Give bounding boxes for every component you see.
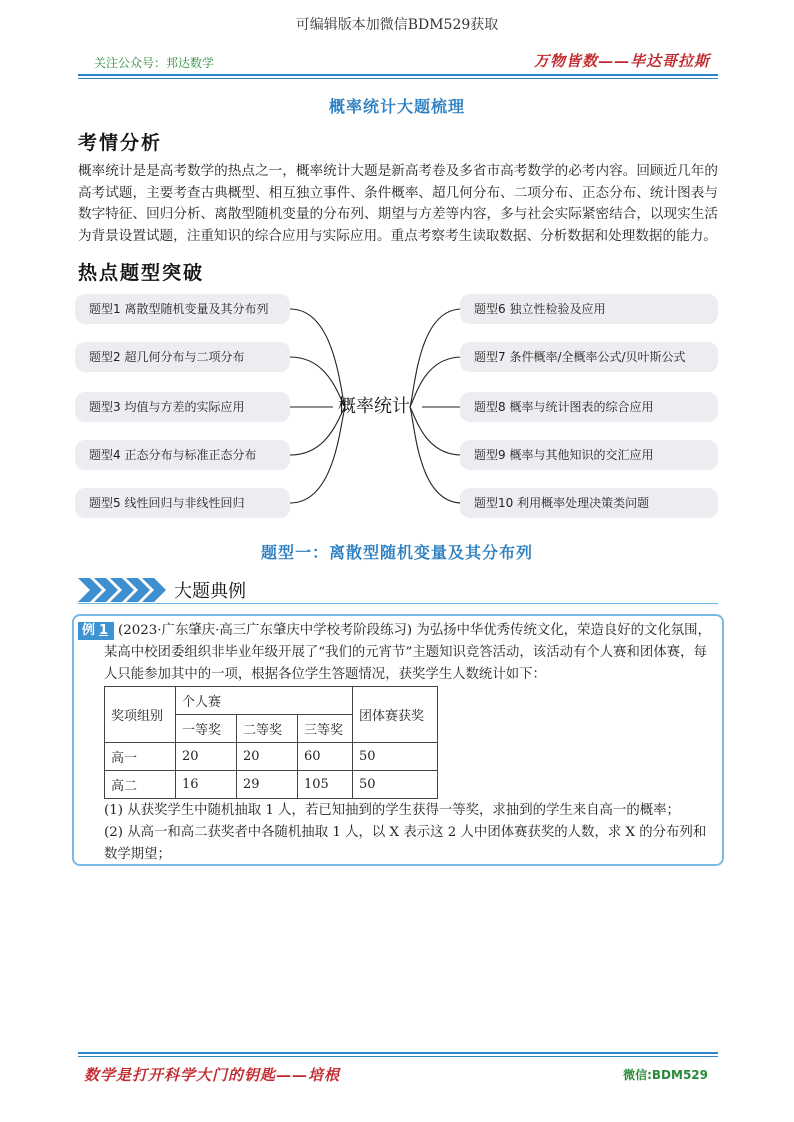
table-header-individual: 个人赛 — [176, 687, 353, 715]
top-watermark: 可编辑版本加微信BDM529获取 — [295, 17, 499, 33]
header-left-label: 关注公众号：邦达数学 — [94, 56, 215, 70]
table-row-label: 高二 — [105, 771, 176, 799]
table-subheader-cell: 二等奖 — [237, 715, 298, 743]
mind-map-item-type4: 题型4 正态分布与标准正态分布 — [75, 440, 290, 470]
mind-map-item-type1: 题型1 离散型随机变量及其分布列 — [75, 294, 290, 324]
table-cell: 16 — [176, 771, 237, 799]
example-stem-text: (2023·广东肇庆·高三广东肇庆中学校考阶段练习) 为弘扬中华优秀传统文化，荣造良好的文化氛围，某高中校团委组织非毕业年级开展了“我们的元宵节”主题知识竞答活动，该活动有个人赛和团体赛，每人只能参加其中的一项，根据各位学生答题情况，获奖学生人数统计如下： — [104, 623, 711, 682]
header-rule-thin — [78, 78, 718, 79]
table-subheader-cell: 一等奖 — [176, 715, 237, 743]
question-2: (2) 从高一和高二获奖者中各随机抽取 1 人，以 X 表示这 2 人中团体赛获奖的人数，求 X 的分布列和数学期望； — [104, 825, 707, 862]
footer-rule — [78, 1052, 718, 1054]
table-subheader-cell: 三等奖 — [298, 715, 353, 743]
table-header-team: 团体赛获奖 — [353, 687, 438, 743]
mind-map-item-type10: 题型10 利用概率处理决策类问题 — [460, 488, 718, 518]
mind-map-item-type8: 题型8 概率与统计图表的综合应用 — [460, 392, 718, 422]
footer-motto: 数学是打开科学大门的钥匙——培根 — [84, 1066, 341, 1084]
question-1: (1) 从获奖学生中随机抽取 1 人，若已知抽到的学生获得一等奖，求抽到的学生来自高一的概率； — [104, 803, 680, 818]
document-title: 概率统计大题梳理 — [328, 97, 465, 116]
banner-label: 大题典例 — [174, 581, 246, 602]
footer-rule-thin — [78, 1056, 718, 1057]
hot-types-heading: 热点题型突破 — [78, 262, 205, 284]
mind-map-item-type2: 题型2 超几何分布与二项分布 — [75, 342, 290, 372]
table-cell: 60 — [298, 743, 353, 771]
table-header-row — [105, 687, 438, 715]
example-tag-label: 例 — [82, 623, 96, 638]
table-row — [105, 743, 438, 771]
table-row — [105, 771, 438, 799]
mind-map-item-type5: 题型5 线性回归与非线性回归 — [75, 488, 290, 518]
chevron-arrows-icon — [78, 578, 170, 602]
example-number: 1 — [99, 623, 109, 638]
header-rule — [78, 74, 718, 76]
table-cell: 29 — [237, 771, 298, 799]
mind-map-item-type6: 题型6 独立性检验及应用 — [460, 294, 718, 324]
mind-map-item-type3: 题型3 均值与方差的实际应用 — [75, 392, 290, 422]
example-stem — [104, 620, 714, 686]
mind-map-item-type9: 题型9 概率与其他知识的交汇应用 — [460, 440, 718, 470]
table-row-label: 高一 — [105, 743, 176, 771]
table-header-group: 奖项组别 — [105, 687, 176, 743]
mind-map-center: 概率统计 — [338, 396, 410, 417]
mind-map — [0, 290, 794, 530]
analysis-paragraph: 概率统计是是高考数学的热点之一，概率统计大题是新高考卷及多省市高考数学的必考内容。回顾近几年的高考试题，主要考查古典概型、相互独立事件、条件概率、超几何分布、二项分布、正态分布、统计图表与数字特征、回归分析、离散型随机变量的分布列、期望与方差等内容，多与社会实际紧密结合，以现实生活为背景设置试题，注重知识的综合应用与实际应用。重点考察考生读取数据、分析数据和处理数据的能力。 — [78, 163, 718, 244]
page-header — [78, 46, 718, 76]
table-cell: 105 — [298, 771, 353, 799]
table-cell: 50 — [353, 771, 438, 799]
type-one-title: 题型一：离散型随机变量及其分布列 — [260, 543, 533, 562]
mind-map-item-type7: 题型7 条件概率/全概率公式/贝叶斯公式 — [460, 342, 718, 372]
table-cell: 50 — [353, 743, 438, 771]
page-footer — [78, 1052, 718, 1092]
banner-rule — [78, 603, 718, 604]
example-box — [72, 614, 724, 866]
table-cell: 20 — [237, 743, 298, 771]
award-table — [104, 686, 438, 799]
example-banner — [78, 576, 378, 604]
analysis-heading: 考情分析 — [78, 132, 163, 154]
header-motto: 万物皆数——毕达哥拉斯 — [533, 52, 710, 70]
footer-wechat: 微信:BDM529 — [623, 1068, 708, 1082]
table-cell: 20 — [176, 743, 237, 771]
